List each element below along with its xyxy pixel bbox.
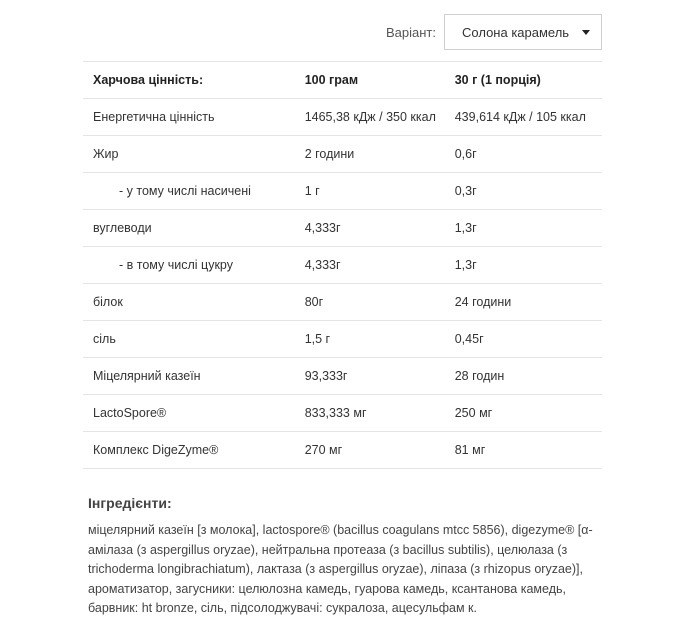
row-label: Міцелярний казеїн (83, 358, 305, 395)
ingredients-title: Інгредієнти: (88, 495, 172, 511)
row-value-serving: 24 години (455, 284, 602, 321)
row-label: сіль (83, 321, 305, 358)
row-label: Жир (83, 136, 305, 173)
table-row (83, 284, 602, 321)
row-value-100g: 270 мг (305, 432, 455, 469)
row-label: вуглеводи (83, 210, 305, 247)
header-nutrition-value: Харчова цінність: (83, 62, 305, 99)
row-label: - у тому числі насичені (83, 173, 305, 210)
nutrition-table (83, 61, 602, 469)
table-row (83, 395, 602, 432)
table-row (83, 173, 602, 210)
table-row (83, 321, 602, 358)
row-value-serving: 0,3г (455, 173, 602, 210)
row-value-serving: 1,3г (455, 247, 602, 284)
variant-dropdown[interactable] (444, 14, 602, 50)
row-value-serving: 1,3г (455, 210, 602, 247)
row-value-100g: 1,5 г (305, 321, 455, 358)
variant-selected-value: Солона карамель (462, 25, 570, 40)
row-value-100g: 4,333г (305, 247, 455, 284)
row-value-100g: 1 г (305, 173, 455, 210)
row-value-serving: 0,6г (455, 136, 602, 173)
row-label: - в тому числі цукру (83, 247, 305, 284)
header-per-serving: 30 г (1 порція) (455, 62, 602, 99)
table-row (83, 358, 602, 395)
table-row (83, 247, 602, 284)
row-value-100g: 1465,38 кДж / 350 ккал (305, 99, 455, 136)
table-row (83, 99, 602, 136)
row-value-100g: 833,333 мг (305, 395, 455, 432)
row-value-serving: 28 годин (455, 358, 602, 395)
ingredients-text: міцелярний казеїн [з молока], lactospore® (bacillus coagulans mtcc 5856), digezyme® [α-амілаза (з aspergillus oryzae), нейтральна протеаза (з bacillus subtilis), целюлаза (з trichoderma longibrachiatum), лактаза (з aspergillus oryzae), ліпаза (з rhizopus oryzae)], ароматизатор, загусники: целюлозна камедь, гуарова камедь, ксантанова камедь, барвник: ht bronze, сіль, підсолоджувачі: сукралоза, ацесульфам к. (88, 523, 593, 615)
row-label: білок (83, 284, 305, 321)
variant-label: Варіант: (386, 25, 436, 40)
row-value-100g: 80г (305, 284, 455, 321)
row-value-100g: 93,333г (305, 358, 455, 395)
table-header-row (83, 62, 602, 99)
header-per-100g: 100 грам (305, 62, 455, 99)
row-value-100g: 2 години (305, 136, 455, 173)
table-row (83, 432, 602, 469)
row-value-serving: 81 мг (455, 432, 602, 469)
table-row (83, 136, 602, 173)
caret-down-icon (582, 30, 590, 35)
row-value-serving: 250 мг (455, 395, 602, 432)
row-label: Комплекс DigeZyme® (83, 432, 305, 469)
row-label: Енергетична цінність (83, 99, 305, 136)
row-label: LactoSpore® (83, 395, 305, 432)
row-value-100g: 4,333г (305, 210, 455, 247)
row-value-serving: 439,614 кДж / 105 ккал (455, 99, 602, 136)
table-row (83, 210, 602, 247)
variant-selector-row (0, 14, 680, 52)
row-value-serving: 0,45г (455, 321, 602, 358)
